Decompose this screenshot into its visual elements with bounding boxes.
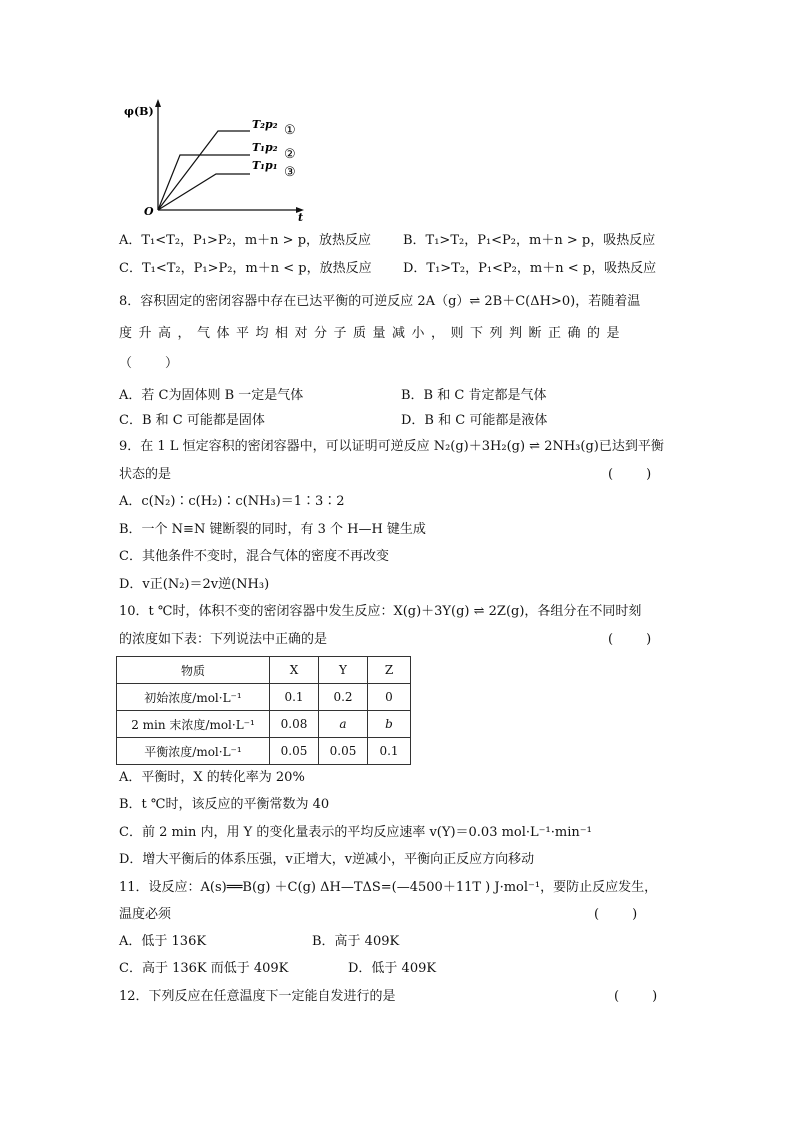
q10-option-b: B．t ℃时，该反应的平衡常数为 40 [119, 797, 330, 812]
q8-option-c: C．B 和 C 可能都是固体 [119, 413, 265, 428]
q9-stem-line2: 状态的是 [119, 467, 172, 482]
q9-option-b: B．一个 N≡N 键断裂的同时，有 3 个 H—H 键生成 [119, 522, 426, 537]
table-cell: 0.08 [270, 711, 319, 738]
table-header: Z [368, 657, 411, 684]
curve-2-number: ② [284, 147, 296, 162]
table-header: X [270, 657, 319, 684]
x-axis-label: t [298, 211, 304, 224]
q10-stem-line2: 的浓度如下表：下列说法中正确的是 [119, 632, 328, 647]
q10-stem-line1: 10．t ℃时，体积不变的密闭容器中发生反应：X(g)＋3Y(g) ⇌ 2Z(g)，各组分在不同时刻 [119, 604, 642, 619]
table-cell: 0.1 [270, 684, 319, 711]
curve-2-label: T₁p₂ [252, 141, 278, 154]
table-row [117, 738, 411, 765]
q10-option-a: A．平衡时，X 的转化率为 20% [119, 770, 305, 785]
curve-1 [158, 131, 250, 210]
table-row [117, 711, 411, 738]
q8-stem-line1: 8．容积固定的密闭容器中存在已达平衡的可逆反应 2A（g）⇌ 2B＋C(ΔH>0)，若随着温 [119, 294, 641, 309]
q7-option-d: D．T₁>T₂，P₁<P₂，m＋n < p，吸热反应 [403, 261, 657, 276]
curve-3-number: ③ [284, 165, 296, 180]
q12-answer-blank: ( ) [614, 989, 658, 1004]
q9-answer-blank: ( ) [608, 467, 652, 482]
table-cell: 0.05 [270, 738, 319, 765]
y-axis-label: φ(B) [124, 105, 154, 118]
table-row [117, 684, 411, 711]
concentration-table [116, 656, 411, 765]
table-cell: 2 min 末浓度/mol·L⁻¹ [117, 711, 270, 738]
q7-option-c: C．T₁<T₂，P₁>P₂，m＋n < p，放热反应 [119, 261, 372, 276]
q11-option-b: B．高于 409K [312, 934, 400, 949]
table-cell: 0 [368, 684, 411, 711]
phi-b-time-graph [120, 95, 320, 225]
q8-option-b: B．B 和 C 肯定都是气体 [401, 388, 547, 403]
table-cell: 0.2 [319, 684, 368, 711]
table-cell: 0.1 [368, 738, 411, 765]
table-header: Y [319, 657, 368, 684]
q9-option-a: A．c(N₂)∶c(H₂)∶c(NH₃)＝1∶3∶2 [119, 494, 345, 509]
q10-option-c: C．前 2 min 内，用 Y 的变化量表示的平均反应速率 v(Y)＝0.03 mol·L⁻¹·min⁻¹ [119, 825, 592, 840]
curve-1-label: T₂p₂ [252, 118, 278, 131]
q11-option-a: A．低于 136K [119, 934, 207, 949]
table-header: 物质 [117, 657, 270, 684]
q8-option-a: A．若 C为固体则 B 一定是气体 [119, 388, 304, 403]
q10-option-d: D．增大平衡后的体系压强，v正增大，v逆减小，平衡向正反应方向移动 [119, 852, 535, 867]
q12-stem-line1: 12．下列反应在任意温度下一定能自发进行的是 [119, 989, 396, 1004]
q11-stem-line1: 11．设反应：A(s)══B(g) ＋C(g) ΔH—TΔS=(—4500＋11T ) J·mol⁻¹，要防止反应发生， [119, 880, 658, 895]
table-header-row [117, 657, 411, 684]
q9-option-c: C．其他条件不变时，混合气体的密度不再改变 [119, 549, 389, 564]
q9-option-d: D．v正(N₂)＝2v逆(NH₃) [119, 577, 270, 592]
table-cell: 初始浓度/mol·L⁻¹ [117, 684, 270, 711]
table-cell: b [368, 711, 411, 738]
table-cell: 平衡浓度/mol·L⁻¹ [117, 738, 270, 765]
q10-answer-blank: ( ) [608, 632, 652, 647]
q8-option-d: D．B 和 C 可能都是液体 [401, 413, 548, 428]
q11-option-c: C．高于 136K 而低于 409K [119, 961, 289, 976]
q7-option-b: B．T₁>T₂，P₁<P₂，m＋n > p，吸热反应 [403, 233, 656, 248]
curve-3-label: T₁p₁ [252, 159, 278, 172]
q11-answer-blank: ( ) [594, 907, 638, 922]
q8-stem-line2: 度升高，气体平均相对分子质量减小，则下列判断正确的是 [119, 326, 627, 341]
y-axis-arrow [155, 99, 161, 107]
q9-stem-line1: 9．在 1 L 恒定容积的密闭容器中，可以证明可逆反应 N₂(g)＋3H₂(g) ⇌ 2NH₃(g)已达到平衡 [119, 439, 664, 454]
origin-label: O [144, 205, 154, 218]
q11-stem-line2: 温度必须 [119, 907, 172, 922]
table-cell: 0.05 [319, 738, 368, 765]
table-cell: a [319, 711, 368, 738]
q8-answer-blank: （ ） [119, 356, 179, 371]
curve-1-number: ① [284, 123, 296, 138]
q11-option-d: D．低于 409K [348, 961, 437, 976]
q7-option-a: A．T₁<T₂，P₁>P₂，m＋n > p，放热反应 [119, 233, 372, 248]
